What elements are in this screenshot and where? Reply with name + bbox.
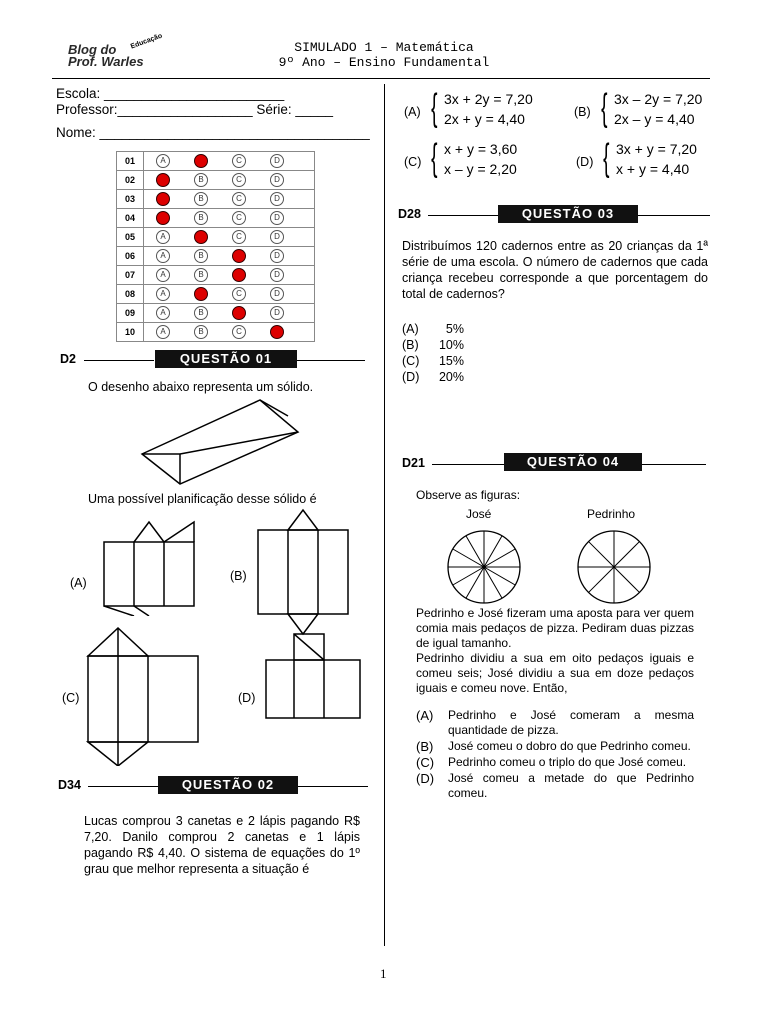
q4-options <box>416 708 696 802</box>
answer-row <box>117 171 315 190</box>
q3-descriptor: D28 <box>398 207 421 221</box>
answer-row <box>117 228 315 247</box>
header-divider <box>52 78 710 79</box>
q3-option-c[interactable]: (C) 15% <box>402 354 464 368</box>
answer-number: 03 <box>117 190 144 209</box>
q2-option-label: (D) <box>576 155 594 169</box>
pizza-slice-line <box>614 542 639 567</box>
answer-number: 09 <box>117 304 144 323</box>
page-number: 1 <box>380 966 387 981</box>
q2-equation-1: 3x – 2y = 7,20 <box>614 91 703 107</box>
q2-descriptor: D34 <box>58 778 81 792</box>
answer-bubble-c[interactable]: C <box>232 325 246 339</box>
q4-line-left <box>432 464 504 465</box>
answer-bubble-c[interactable]: C <box>232 230 246 244</box>
net-option-a[interactable] <box>100 516 200 616</box>
answer-choices <box>144 209 315 228</box>
answer-table <box>116 151 315 342</box>
answer-bubble-d[interactable]: D <box>270 325 284 339</box>
answer-bubble-d[interactable]: D <box>270 249 284 263</box>
answer-number: 06 <box>117 247 144 266</box>
answer-bubble-a[interactable]: A <box>156 154 170 168</box>
net-label-d: (D) <box>238 691 256 705</box>
answer-bubble-d[interactable]: D <box>270 154 284 168</box>
net-option-b[interactable] <box>254 508 354 638</box>
net-option-c[interactable] <box>84 626 204 766</box>
logo-badge: Educação <box>129 32 164 51</box>
answer-row <box>117 285 315 304</box>
answer-choices <box>144 152 315 171</box>
net-label-a: (A) <box>70 576 87 590</box>
q1-text: O desenho abaixo representa um sólido. <box>88 380 314 394</box>
pizza-jose-figure <box>444 527 524 607</box>
q2-equation-2: 2x – y = 4,40 <box>614 111 695 127</box>
answer-number: 04 <box>117 209 144 228</box>
q3-text: Distribuímos 120 cadernos entre as 20 crianças da 1ª série de uma escola. O número de cadernos que cada criança recebeu corresponde a que porcentagem do total de cadernos? <box>402 239 708 301</box>
answer-bubble-b[interactable]: B <box>194 306 208 320</box>
column-divider <box>384 84 385 946</box>
answer-bubble-a[interactable]: A <box>156 268 170 282</box>
q4-name-jose: José <box>466 507 492 521</box>
answer-bubble-a[interactable]: A <box>156 287 170 301</box>
q2-equation-1: 3x + 2y = 7,20 <box>444 91 533 107</box>
answer-grid <box>116 151 315 342</box>
q4-option-a[interactable] <box>416 708 696 738</box>
solid-prism-figure <box>140 396 300 486</box>
q2-equation-2: x – y = 2,20 <box>444 161 517 177</box>
q4-option-label: (D) <box>416 771 435 786</box>
answer-choices <box>144 190 315 209</box>
q2-line-left <box>88 786 158 787</box>
answer-bubble-b[interactable]: B <box>194 268 208 282</box>
answer-bubble-b[interactable]: B <box>194 249 208 263</box>
answer-choices <box>144 171 315 190</box>
answer-bubble-c[interactable]: C <box>232 268 246 282</box>
answer-bubble-c[interactable]: C <box>232 173 246 187</box>
q4-option-text: José comeu o dobro do que Pedrinho comeu. <box>448 739 691 753</box>
q1-descriptor: D2 <box>60 352 76 366</box>
answer-bubble-d[interactable]: D <box>270 192 284 206</box>
name-field[interactable]: Nome: ____________________________________ <box>56 125 370 140</box>
pizza-pedrinho-figure <box>574 527 654 607</box>
answer-bubble-c[interactable]: C <box>232 211 246 225</box>
brace-icon: { <box>601 87 608 129</box>
q3-title: QUESTÃO 03 <box>498 205 638 223</box>
answer-bubble-d[interactable]: D <box>270 211 284 225</box>
q1-line-left <box>84 360 154 361</box>
answer-bubble-d[interactable]: D <box>270 173 284 187</box>
answer-bubble-b[interactable]: B <box>194 154 208 168</box>
q3-option-d[interactable]: (D) 20% <box>402 370 464 384</box>
title-line-2: 9º Ano – Ensino Fundamental <box>278 55 490 70</box>
answer-bubble-b[interactable]: B <box>194 287 208 301</box>
answer-bubble-d[interactable]: D <box>270 230 284 244</box>
answer-bubble-a[interactable]: A <box>156 325 170 339</box>
q4-option-label: (B) <box>416 739 434 754</box>
q3-options <box>402 321 464 385</box>
answer-bubble-a[interactable]: A <box>156 173 170 187</box>
q4-text-2: Pedrinho dividiu a sua em oito pedaços iguais e comeu seis; José dividiu a sua em doze pedaços iguais e comeu nove. Então, <box>416 651 694 695</box>
q4-option-d[interactable] <box>416 771 696 801</box>
answer-choices <box>144 304 315 323</box>
answer-row <box>117 323 315 342</box>
answer-choices <box>144 266 315 285</box>
answer-bubble-a[interactable]: A <box>156 249 170 263</box>
answer-bubble-b[interactable]: B <box>194 325 208 339</box>
q4-descriptor: D21 <box>402 456 425 470</box>
net-label-c: (C) <box>62 691 80 705</box>
answer-bubble-b[interactable]: B <box>194 173 208 187</box>
q4-intro: Observe as figuras: <box>416 488 521 502</box>
q1-line-right <box>297 360 365 361</box>
q3-line-left <box>428 215 498 216</box>
answer-bubble-b[interactable]: B <box>194 230 208 244</box>
q2-equation-2: x + y = 4,40 <box>616 161 690 177</box>
net-option-d[interactable] <box>264 632 364 722</box>
q2-option-label: (C) <box>404 155 422 169</box>
q4-option-b[interactable] <box>416 739 696 754</box>
brace-icon: { <box>603 137 610 179</box>
q4-text: Pedrinho e José fizeram uma aposta para ver quem comia mais pedaços de pizza. Pediram duas pizzas de igual tamanho. <box>416 606 694 650</box>
answer-bubble-a[interactable]: A <box>156 306 170 320</box>
q3-line-right <box>638 215 710 216</box>
answer-bubble-b[interactable]: B <box>194 211 208 225</box>
q2-equation-2: 2x + y = 4,40 <box>444 111 525 127</box>
answer-row <box>117 266 315 285</box>
answer-bubble-d[interactable]: D <box>270 306 284 320</box>
answer-bubble-a[interactable]: A <box>156 211 170 225</box>
q4-option-text: José comeu a metade do que Pedrinho comeu. <box>448 771 694 800</box>
title-line-1: SIMULADO 1 – Matemática <box>294 40 474 55</box>
q2-option-label: (A) <box>404 105 421 119</box>
answer-number: 08 <box>117 285 144 304</box>
answer-row <box>117 209 315 228</box>
logo-line-1: Blog do <box>68 42 117 57</box>
q4-option-label: (A) <box>416 708 434 723</box>
q3-option-a[interactable]: (A) 5% <box>402 322 464 336</box>
answer-bubble-c[interactable]: C <box>232 249 246 263</box>
answer-number: 05 <box>117 228 144 247</box>
answer-bubble-a[interactable]: A <box>156 230 170 244</box>
teacher-field[interactable]: Professor:__________________ Série: _____ <box>56 102 333 117</box>
answer-choices <box>144 323 315 342</box>
answer-row <box>117 152 315 171</box>
logo-line-2: Prof. Warles <box>68 54 144 69</box>
q2-equation-1: x + y = 3,60 <box>444 141 518 157</box>
pizza-slice-line <box>614 567 639 592</box>
net-label-b: (B) <box>230 569 247 583</box>
pizza-slice-line <box>589 542 614 567</box>
school-field[interactable]: Escola: ________________________ <box>56 86 285 101</box>
q1-title: QUESTÃO 01 <box>155 350 297 368</box>
answer-row <box>117 190 315 209</box>
answer-bubble-b[interactable]: B <box>194 192 208 206</box>
q1-prompt: Uma possível planificação desse sólido é <box>88 492 317 506</box>
q2-line-right <box>298 786 368 787</box>
answer-number: 07 <box>117 266 144 285</box>
answer-number: 01 <box>117 152 144 171</box>
q4-option-c[interactable] <box>416 755 696 770</box>
q4-option-text: Pedrinho e José comeram a mesma quantidade de pizza. <box>448 708 694 737</box>
answer-row <box>117 247 315 266</box>
answer-number: 10 <box>117 323 144 342</box>
answer-bubble-c[interactable]: C <box>232 154 246 168</box>
answer-bubble-d[interactable]: D <box>270 287 284 301</box>
answer-choices <box>144 285 315 304</box>
page-title <box>0 40 768 70</box>
brace-icon: { <box>431 137 438 179</box>
q2-text: Lucas comprou 3 canetas e 2 lápis pagando R$ 7,20. Danilo comprou 2 canetas e 1 lápis pagando R$ 4,40. O sistema de equações do 1º grau que melhor representa a situação é <box>84 814 360 876</box>
q2-title: QUESTÃO 02 <box>158 776 298 794</box>
answer-row <box>117 304 315 323</box>
q2-option-label: (B) <box>574 105 591 119</box>
answer-choices <box>144 228 315 247</box>
q4-line-right <box>642 464 706 465</box>
answer-bubble-c[interactable]: C <box>232 192 246 206</box>
answer-bubble-a[interactable]: A <box>156 192 170 206</box>
q4-option-text: Pedrinho comeu o triplo do que José comeu. <box>448 755 687 769</box>
q4-name-pedrinho: Pedrinho <box>587 507 636 521</box>
q4-title: QUESTÃO 04 <box>504 453 642 471</box>
answer-choices <box>144 247 315 266</box>
answer-bubble-c[interactable]: C <box>232 306 246 320</box>
answer-number: 02 <box>117 171 144 190</box>
q4-option-label: (C) <box>416 755 435 770</box>
answer-bubble-d[interactable]: D <box>270 268 284 282</box>
pizza-slice-line <box>589 567 614 592</box>
brace-icon: { <box>431 87 438 129</box>
q2-equation-1: 3x + y = 7,20 <box>616 141 697 157</box>
answer-bubble-c[interactable]: C <box>232 287 246 301</box>
q3-option-b[interactable]: (B) 10% <box>402 338 464 352</box>
